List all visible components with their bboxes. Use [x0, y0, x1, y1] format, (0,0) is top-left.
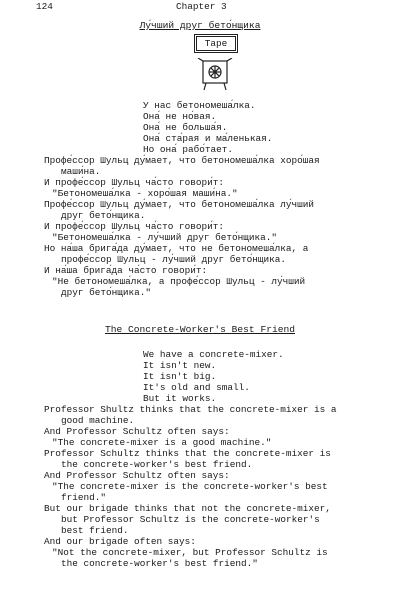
russian-text: [0, 100, 400, 298]
russian-text-line: Она́ не больша́я.: [143, 122, 228, 133]
english-text: [0, 349, 400, 569]
russian-text-line: "Бетономеша́лка - хоро́шая маши́на.": [52, 188, 238, 199]
english-text-line: friend.": [61, 492, 107, 503]
russian-text-line: "Бетономеша́лка - лу́чший друг бето́нщика.": [52, 232, 278, 243]
english-text-line: But our brigade thinks that not the concrete-mixer,: [44, 503, 331, 514]
english-text-line: It isn't big.: [143, 371, 217, 382]
tape-label: Tape: [196, 36, 236, 51]
english-text-line: the concrete-worker's best friend.": [61, 558, 258, 569]
russian-text-line: Она́ ста́рая и ма́ленькая.: [143, 133, 273, 144]
english-text-line: It isn't new.: [143, 360, 217, 371]
russian-text-line: Профе́ссор Шульц ду́мает, что бетономеша́лка хоро́шая: [44, 155, 320, 166]
russian-text-line: друг бето́нщика.": [61, 287, 152, 298]
english-text-line: the concrete-worker's best friend.: [61, 459, 253, 470]
english-text-line: "Not the concrete-mixer, but Professor Schultz is: [52, 547, 328, 558]
russian-text-line: И профе́ссор Шульц ча́сто говори́т:: [44, 177, 225, 188]
russian-text-line: У нас бетономеша́лка.: [143, 100, 256, 111]
english-text-line: best friend.: [61, 525, 129, 536]
russian-text-line: Профе́ссор Шульц ду́мает, что бетономеша́лка лу́чший: [44, 199, 315, 210]
english-text-line: And Professor Schultz often says:: [44, 426, 230, 437]
russian-title: Лу́чший друг бето́нщика: [139, 20, 261, 31]
russian-text-line: И профе́ссор Шульц ча́сто говори́т:: [44, 221, 225, 232]
english-text-line: It's old and small.: [143, 382, 250, 393]
chapter-label: Chapter 3: [176, 1, 227, 12]
russian-text-line: Она́ не но́вая.: [143, 111, 217, 122]
russian-text-line: друг бето́нщика.: [61, 210, 146, 221]
english-text-line: good machine.: [61, 415, 135, 426]
page-header: [36, 1, 370, 12]
russian-text-line: маши́на.: [61, 166, 101, 177]
english-text-line: But it works.: [143, 393, 217, 404]
english-text-line: but Professor Schultz is the concrete-worker's: [61, 514, 320, 525]
russian-text-line: И на́ша брига́да ча́сто говори́т:: [44, 265, 208, 276]
page-number: 124: [36, 1, 53, 12]
russian-text-line: профе́ссор Шульц - лу́чший друг бето́нщика.: [61, 254, 287, 265]
english-text-line: "The concrete-mixer is the concrete-worker's best: [52, 481, 328, 492]
russian-text-line: Но на́ша брига́да ду́мает, что не бетономеша́лка, а: [44, 243, 309, 254]
russian-text-line: Но она́ рабо́тает.: [143, 144, 234, 155]
english-text-line: And Professor Schultz often says:: [44, 470, 230, 481]
english-text-line: We have a concrete-mixer.: [143, 349, 284, 360]
tape-reel-icon: [190, 58, 240, 92]
russian-text-line: "Не бетономеша́лка, а профе́ссор Шульц - лу́чший: [52, 276, 306, 287]
english-text-line: Professor Schultz thinks that the concrete-mixer is: [44, 448, 331, 459]
english-text-line: Professor Shultz thinks that the concrete-mixer is a: [44, 404, 337, 415]
english-text-line: "The concrete-mixer is a good machine.": [52, 437, 272, 448]
english-text-line: And our brigade often says:: [44, 536, 196, 547]
english-title: The Concrete-Worker's Best Friend: [105, 324, 295, 335]
